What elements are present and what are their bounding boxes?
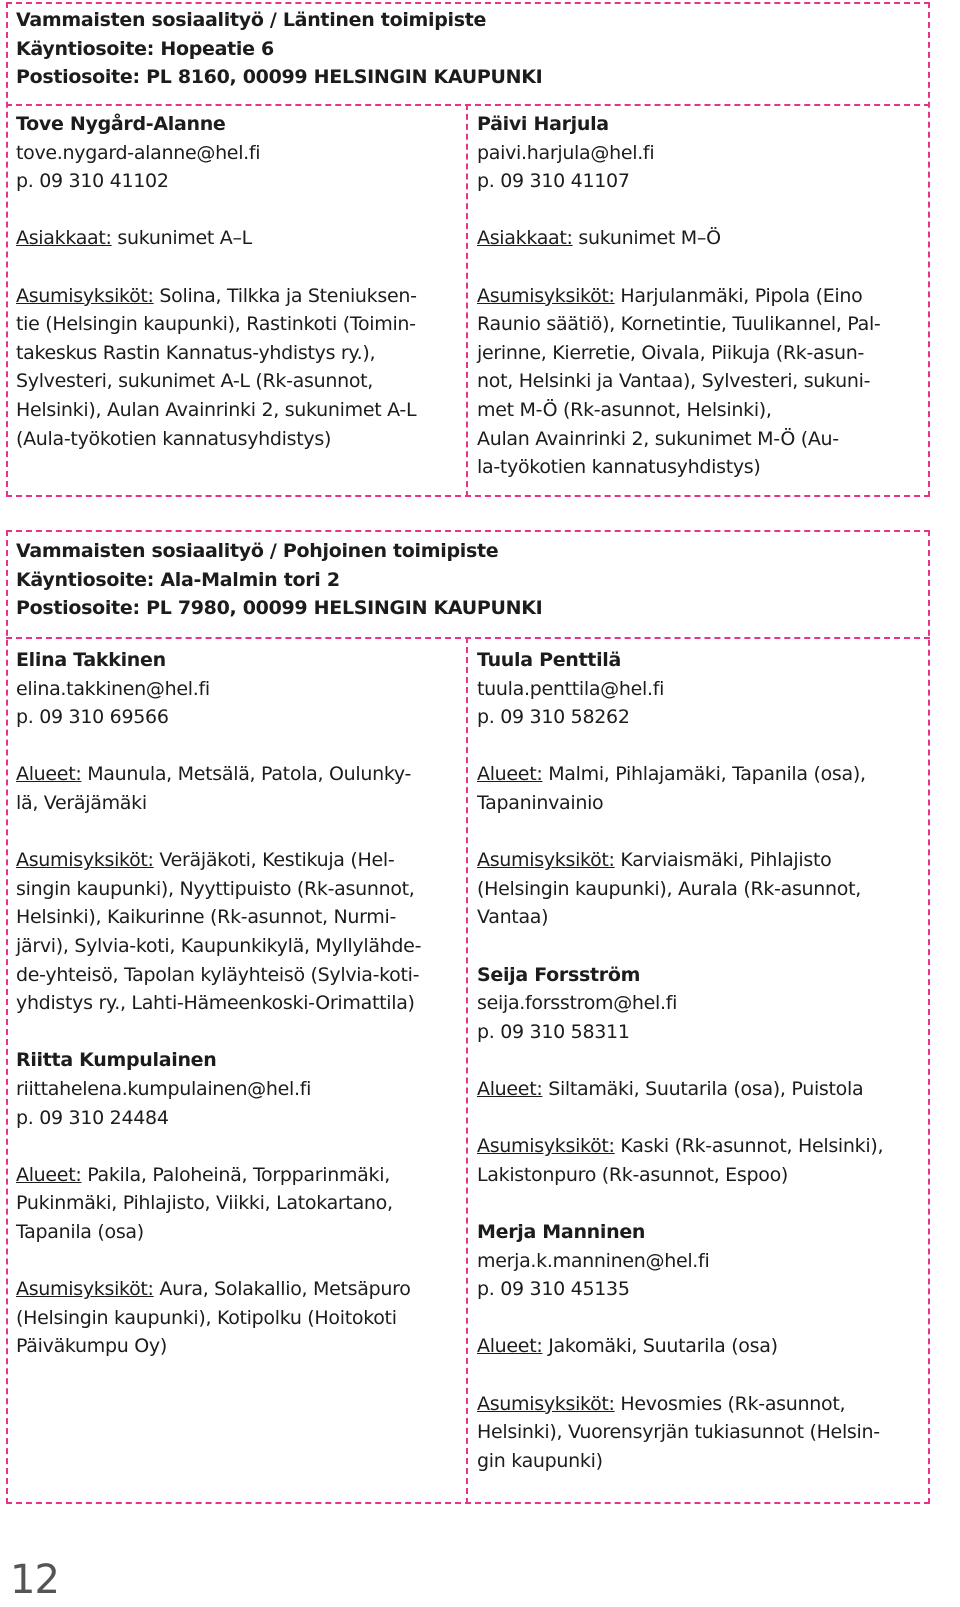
field-label: Asiakkaat: — [477, 227, 573, 250]
text-line: p. 09 310 41107 — [477, 170, 630, 193]
field-value: Kaski (Rk-asunnot, Helsinki), — [614, 1135, 884, 1158]
text-line: (Helsingin kaupunki), Kotipolku (Hoitokoti — [16, 1306, 397, 1329]
text-line: Vantaa) — [477, 906, 549, 929]
header-line: Postiosoite: PL 7980, 00099 HELSINGIN KAUPUNKI — [16, 597, 543, 620]
text-line: yhdistys ry., Lahti-Hämeenkoski-Orimattila) — [16, 992, 415, 1015]
field-label: Alueet: — [477, 763, 543, 786]
text-line: p. 09 310 58262 — [477, 706, 630, 729]
text-line: riittahelena.kumpulainen@hel.fi — [16, 1078, 312, 1100]
header-line: Vammaisten sosiaalityö / Läntinen toimipiste — [16, 9, 487, 31]
field-value: Maunula, Metsälä, Patola, Oulunky- — [81, 763, 412, 786]
text-line: Raunio säätiö), Kornetintie, Tuulikannel, Pal- — [477, 313, 881, 336]
contact-name: Merja Manninen — [477, 1221, 646, 1243]
text-line: de-yhteisö, Tapolan kyläyhteisö (Sylvia-koti- — [16, 963, 420, 986]
section-lantinen-header-divider — [6, 104, 930, 106]
field-value: sukunimet M–Ö — [572, 227, 721, 250]
section-lantinen-column-divider — [466, 104, 468, 497]
text-line: gin kaupunki) — [477, 1449, 603, 1472]
text-line: p. 09 310 45135 — [477, 1278, 630, 1301]
contact-name: Päivi Harjula — [477, 113, 609, 135]
field-label: Asumisyksiköt: — [16, 1278, 154, 1301]
field-value: Veräjäkoti, Kestikuja (Hel- — [153, 849, 395, 872]
labeled-line — [477, 760, 866, 788]
labeled-line — [16, 282, 417, 310]
field-label: Alueet: — [16, 763, 82, 786]
text-line: Tapanila (osa) — [16, 1221, 144, 1243]
contact-name: Elina Takkinen — [16, 649, 166, 671]
contact-name: Tove Nygård-Alanne — [16, 113, 226, 135]
text-line: (Helsingin kaupunki), Aurala (Rk-asunnot, — [477, 877, 861, 900]
text-line: Helsinki), Aulan Avainrinki 2, sukunimet A-L — [16, 399, 417, 421]
contact-name: Riitta Kumpulainen — [16, 1049, 217, 1072]
contact-name: Seija Forsström — [477, 963, 641, 986]
header-line: Postiosoite: PL 8160, 00099 HELSINGIN KAUPUNKI — [16, 66, 543, 89]
text-line: met M-Ö (Rk-asunnot, Helsinki), — [477, 399, 772, 421]
labeled-line — [16, 1275, 411, 1303]
text-line: tie (Helsingin kaupunki), Rastinkoti (Toimin- — [16, 313, 416, 336]
labeled-line — [477, 1390, 845, 1418]
labeled-line — [477, 1332, 778, 1360]
header-line: Vammaisten sosiaalityö / Pohjoinen toimipiste — [16, 540, 499, 562]
field-label: Alueet: — [16, 1163, 82, 1186]
text-line: Päiväkumpu Oy) — [16, 1335, 167, 1358]
labeled-line — [477, 224, 721, 252]
text-line: jerinne, Kierretie, Oivala, Piikuja (Rk-asun- — [477, 341, 864, 364]
text-line: p. 09 310 41102 — [16, 170, 169, 193]
text-line: p. 09 310 58311 — [477, 1020, 630, 1043]
labeled-line — [16, 846, 394, 874]
text-line: paivi.harjula@hel.fi — [477, 141, 655, 164]
field-label: Asumisyksiköt: — [477, 284, 615, 307]
field-label: Asumisyksiköt: — [477, 1135, 615, 1158]
text-line: takeskus Rastin Kannatus-yhdistys ry.), — [16, 341, 376, 364]
text-line: Lakistonpuro (Rk-asunnot, Espoo) — [477, 1163, 789, 1186]
labeled-line — [477, 846, 831, 874]
text-line: Sylvesteri, sukunimet A-L (Rk-asunnot, — [16, 370, 374, 393]
labeled-line — [16, 1161, 390, 1189]
text-line: la-työkotien kannatusyhdistys) — [477, 456, 761, 479]
text-line: merja.k.manninen@hel.fi — [477, 1249, 710, 1272]
text-line: Helsinki), Vuorensyrjän tukiasunnot (Helsin- — [477, 1421, 880, 1444]
text-line: Tapaninvainio — [477, 792, 604, 814]
labeled-line — [477, 1132, 883, 1160]
section-pohjoinen-column-divider — [466, 637, 468, 1504]
field-label: Asumisyksiköt: — [477, 1392, 615, 1415]
header-line: Käyntiosoite: Ala-Malmin tori 2 — [16, 568, 340, 591]
text-line: lä, Veräjämäki — [16, 792, 147, 814]
field-value: Jakomäki, Suutarila (osa) — [542, 1335, 778, 1358]
text-line: not, Helsinki ja Vantaa), Sylvesteri, sukuni- — [477, 370, 871, 393]
labeled-line — [477, 282, 862, 310]
field-value: Siltamäki, Suutarila (osa), Puistola — [542, 1078, 864, 1100]
field-label: Asumisyksiköt: — [477, 849, 615, 872]
text-line: tuula.penttila@hel.fi — [477, 677, 665, 700]
contact-name: Tuula Penttilä — [477, 649, 622, 671]
field-value: Aura, Solakallio, Metsäpuro — [153, 1278, 411, 1301]
text-line: (Aula-työkotien kannatusyhdistys) — [16, 427, 332, 450]
text-line: p. 09 310 69566 — [16, 706, 169, 729]
text-line: Helsinki), Kaikurinne (Rk-asunnot, Nurmi- — [16, 906, 397, 929]
text-line: Pukinmäki, Pihlajisto, Viikki, Latokartano, — [16, 1192, 393, 1215]
field-label: Asiakkaat: — [16, 227, 112, 250]
field-value: Hevosmies (Rk-asunnot, — [614, 1392, 846, 1415]
text-line: Aulan Avainrinki 2, sukunimet M-Ö (Au- — [477, 427, 839, 450]
text-line: tove.nygard-alanne@hel.fi — [16, 141, 261, 164]
field-value: Pakila, Paloheinä, Torpparinmäki, — [81, 1163, 390, 1186]
section-pohjoinen-header-divider — [6, 637, 930, 639]
field-label: Asumisyksiköt: — [16, 849, 154, 872]
text-line: singin kaupunki), Nyyttipuisto (Rk-asunnot, — [16, 877, 415, 900]
header-line: Käyntiosoite: Hopeatie 6 — [16, 37, 274, 60]
labeled-line — [16, 760, 411, 788]
field-label: Asumisyksiköt: — [16, 284, 154, 307]
page-number: 12 — [10, 1557, 59, 1603]
text-line: p. 09 310 24484 — [16, 1106, 169, 1129]
text-line: järvi), Sylvia-koti, Kaupunkikylä, Myllylähde- — [16, 935, 422, 957]
field-label: Alueet: — [477, 1078, 543, 1100]
field-value: Solina, Tilkka ja Steniuksen- — [153, 284, 417, 307]
field-label: Alueet: — [477, 1335, 543, 1358]
text-line: elina.takkinen@hel.fi — [16, 677, 210, 700]
field-value: sukunimet A–L — [111, 227, 252, 250]
text-line: seija.forsstrom@hel.fi — [477, 992, 678, 1015]
field-value: Karviaismäki, Pihlajisto — [614, 849, 832, 872]
labeled-line — [16, 224, 252, 252]
field-value: Harjulanmäki, Pipola (Eino — [614, 284, 863, 307]
labeled-line — [477, 1075, 863, 1103]
field-value: Malmi, Pihlajamäki, Tapanila (osa), — [542, 763, 866, 786]
